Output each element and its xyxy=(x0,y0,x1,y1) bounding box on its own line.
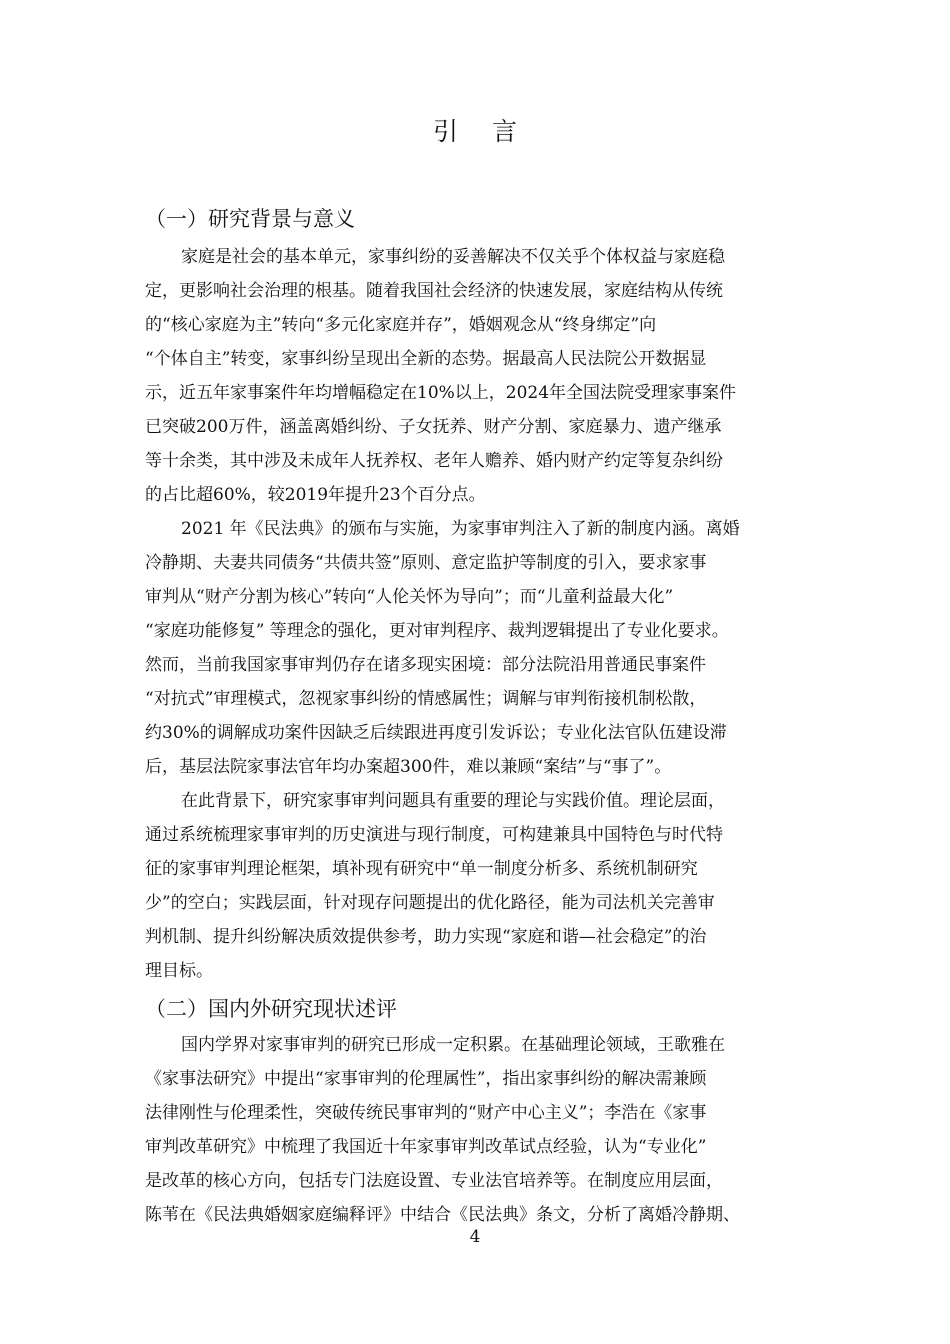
body-line: 审判改革研究》中梳理了我国近十年家事审判改革试点经验，认为“专业化” xyxy=(145,1137,707,1157)
body-line: 后，基层法院家事法官年均办案超300件，难以兼顾“案结”与“事了”。 xyxy=(145,757,672,777)
body-line: 征的家事审判理论框架，填补现有研究中“单一制度分析多、系统机制研究 xyxy=(145,859,698,879)
body-line: 少”的空白；实践层面，针对现存问题提出的优化路径，能为司法机关完善审 xyxy=(145,893,715,913)
page-title: 引言 xyxy=(432,117,551,146)
body-line: 家庭是社会的基本单元，家事纠纷的妥善解决不仅关乎个体权益与家庭稳 xyxy=(181,247,725,267)
body-line: 理目标。 xyxy=(145,961,213,981)
page-number: 4 xyxy=(469,1227,481,1247)
body-line: 2021 年《民法典》的颁布与实施，为家事审判注入了新的制度内涵。离婚 xyxy=(181,519,740,539)
body-line: 然而，当前我国家事审判仍存在诸多现实困境：部分法院沿用普通民事案件 xyxy=(145,655,706,675)
body-line: 国内学界对家事审判的研究已形成一定积累。在基础理论领域，王歌雅在 xyxy=(181,1035,725,1055)
section-heading-literature-review: （二）国内外研究现状述评 xyxy=(145,997,397,1021)
body-line: 通过系统梳理家事审判的历史演进与现行制度，可构建兼具中国特色与时代特 xyxy=(145,825,723,845)
body-line: “个体自主”转变，家事纠纷呈现出全新的态势。据最高人民法院公开数据显 xyxy=(145,349,707,369)
section-heading-background: （一）研究背景与意义 xyxy=(145,207,355,231)
body-line: 的占比超60%，较2019年提升23个百分点。 xyxy=(145,485,486,505)
body-line: 是改革的核心方向，包括专门法庭设置、专业法官培养等。在制度应用层面， xyxy=(145,1171,723,1191)
body-line: 《家事法研究》中提出“家事审判的伦理属性”，指出家事纠纷的解决需兼顾 xyxy=(145,1069,707,1089)
body-line: 定，更影响社会治理的根基。随着我国社会经济的快速发展，家庭结构从传统 xyxy=(145,281,723,301)
body-line: 的“核心家庭为主”转向“多元化家庭并存”，婚姻观念从“终身绑定”向 xyxy=(145,315,657,335)
body-line: 在此背景下，研究家事审判问题具有重要的理论与实践价值。理论层面， xyxy=(181,791,725,811)
body-line: 审判从“财产分割为核心”转向“人伦关怀为导向”；而“儿童利益最大化” xyxy=(145,587,674,607)
body-line: 判机制、提升纠纷解决质效提供参考，助力实现“家庭和谐—社会稳定”的治 xyxy=(145,927,707,947)
body-line: “家庭功能修复” 等理念的强化，更对审判程序、裁判逻辑提出了专业化要求。 xyxy=(145,621,729,641)
body-line: 已突破200万件，涵盖离婚纠纷、子女抚养、财产分割、家庭暴力、遗产继承 xyxy=(145,417,722,437)
body-line: 陈苇在《民法典婚姻家庭编释评》中结合《民法典》条文，分析了离婚冷静期、 xyxy=(145,1205,740,1225)
body-line: 约30%的调解成功案件因缺乏后续跟进再度引发诉讼；专业化法官队伍建设滞 xyxy=(145,723,727,743)
body-line: “对抗式”审理模式，忽视家事纠纷的情感属性；调解与审判衔接机制松散， xyxy=(145,689,707,709)
body-line: 示，近五年家事案件年均增幅稳定在10%以上，2024年全国法院受理家事案件 xyxy=(145,383,737,403)
body-line: 等十余类，其中涉及未成年人抚养权、老年人赡养、婚内财产约定等复杂纠纷 xyxy=(145,451,723,471)
body-line: 法律刚性与伦理柔性，突破传统民事审判的“财产中心主义”；李浩在《家事 xyxy=(145,1103,707,1123)
body-line: 冷静期、夫妻共同债务“共债共签”原则、意定监护等制度的引入，要求家事 xyxy=(145,553,707,573)
